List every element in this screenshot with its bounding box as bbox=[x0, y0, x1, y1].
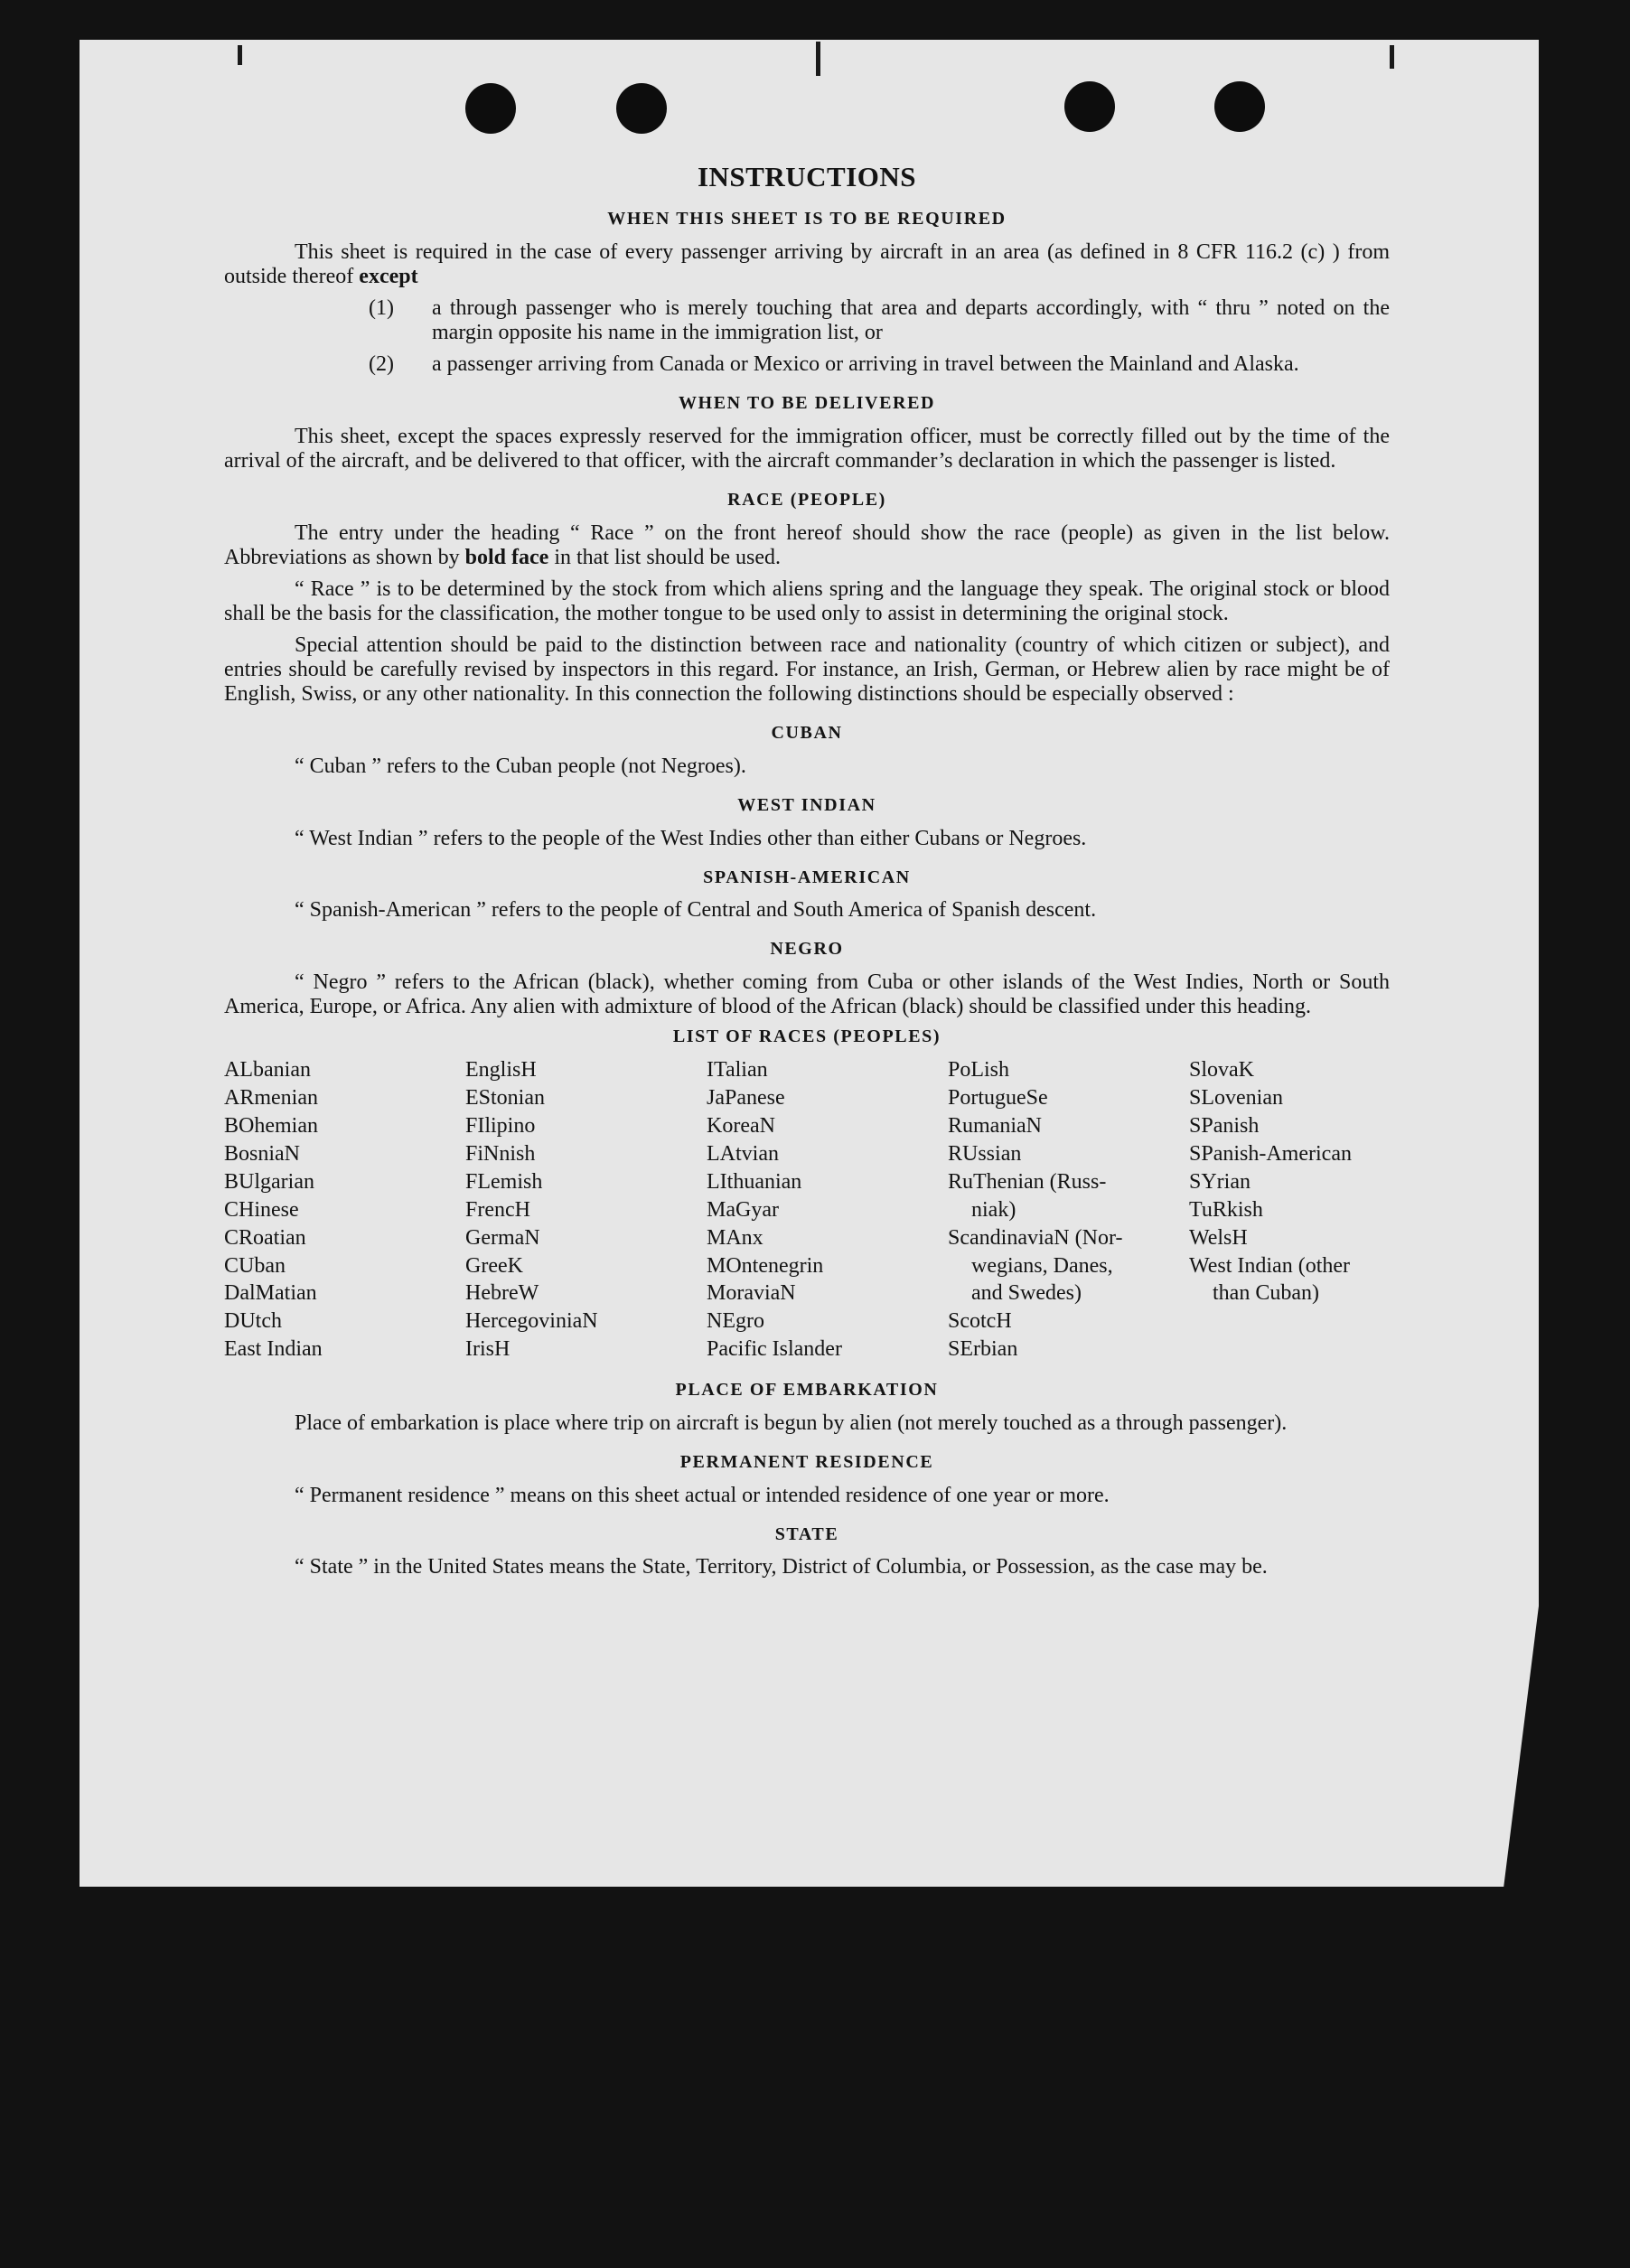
race-entry: RumaniaN bbox=[948, 1113, 1042, 1138]
race-entry: FrencH bbox=[465, 1197, 530, 1222]
paragraph-residence: “ Permanent residence ” means on this sheet actual or intended residence of one year or more. bbox=[295, 1483, 1110, 1507]
exception-item: (2) a passenger arriving from Canada or Mexico or arriving in travel between the Mainland and Alaska. bbox=[369, 352, 1299, 377]
race-entry: SYrian bbox=[1189, 1169, 1251, 1194]
race-entry: MaGyar bbox=[707, 1197, 779, 1222]
race-entry: RUssian bbox=[948, 1141, 1022, 1166]
section-heading-required: WHEN THIS SHEET IS TO BE REQUIRED bbox=[607, 209, 1007, 230]
scan-mark bbox=[238, 45, 242, 65]
scan-mark bbox=[816, 42, 820, 76]
race-entry: CRoatian bbox=[224, 1225, 306, 1250]
section-heading-state: STATE bbox=[774, 1523, 839, 1544]
punch-hole bbox=[1214, 81, 1265, 132]
race-entry: MAnx bbox=[707, 1225, 763, 1250]
race-entry: ARmenian bbox=[224, 1085, 318, 1110]
paragraph-delivered: This sheet, except the spaces expressly reserved for the immigration officer, must be correctly filled out by the time of the arrival of the aircraft, and be delivered to that officer, with the aircraft commander’s declaration in which the passenger is listed. bbox=[224, 424, 1390, 473]
paragraph-spanish-american: “ Spanish-American ” refers to the people of Central and South America of Spanish descent. bbox=[295, 898, 1097, 923]
race-entry: MOntenegrin bbox=[707, 1253, 824, 1278]
punch-hole bbox=[1064, 81, 1115, 132]
race-entry: ScotcH bbox=[948, 1309, 1012, 1334]
race-entry: RuThenian (Russ- bbox=[948, 1169, 1107, 1194]
section-heading-delivered: WHEN TO BE DELIVERED bbox=[678, 393, 936, 414]
race-entry: than Cuban) bbox=[1213, 1281, 1319, 1306]
races-list bbox=[224, 1056, 1390, 1364]
punch-hole bbox=[616, 83, 667, 134]
race-entry: LIthuanian bbox=[707, 1169, 802, 1194]
race-entry: GreeK bbox=[465, 1253, 523, 1278]
race-entry: and Swedes) bbox=[971, 1281, 1082, 1306]
section-heading-list-of-races: LIST OF RACES (PEOPLES) bbox=[672, 1026, 941, 1047]
section-heading-west-indian: WEST INDIAN bbox=[737, 795, 876, 816]
paragraph-negro: “ Negro ” refers to the African (black), whether coming from Cuba or other islands of the West Indies, North or South America, Europe, or Africa. Any alien with admixture of blood of the African (black) should be classified under this heading. bbox=[224, 970, 1390, 1019]
race-entry: niak) bbox=[971, 1197, 1016, 1222]
race-entry: WelsH bbox=[1189, 1225, 1248, 1250]
paragraph-west-indian: “ West Indian ” refers to the people of the West Indies other than either Cubans or Negroes. bbox=[295, 826, 1087, 850]
race-entry: FLemish bbox=[465, 1169, 543, 1194]
race-entry: SLovenian bbox=[1189, 1085, 1283, 1110]
race-entry: EStonian bbox=[465, 1085, 545, 1110]
race-entry: CHinese bbox=[224, 1197, 299, 1222]
race-entry: East Indian bbox=[224, 1337, 323, 1362]
paragraph-cuban: “ Cuban ” refers to the Cuban people (not Negroes). bbox=[295, 754, 746, 778]
race-entry: IrisH bbox=[465, 1337, 511, 1362]
race-entry: SPanish bbox=[1189, 1113, 1260, 1138]
race-entry: SlovaK bbox=[1189, 1057, 1254, 1082]
section-heading-cuban: CUBAN bbox=[771, 723, 843, 744]
race-entry: wegians, Danes, bbox=[971, 1253, 1113, 1278]
race-entry: PortugueSe bbox=[948, 1085, 1048, 1110]
section-heading-embarkation: PLACE OF EMBARKATION bbox=[675, 1380, 939, 1401]
race-entry: SPanish-American bbox=[1189, 1141, 1352, 1166]
race-entry: HercegoviniaN bbox=[465, 1309, 598, 1334]
race-entry: LAtvian bbox=[707, 1141, 779, 1166]
instructions-document bbox=[224, 154, 1390, 1587]
paragraph-race-2: “ Race ” is to be determined by the stock from which aliens spring and the language they speak. The original stock or blood shall be the basis for the classification, the mother tongue to be used only to assist in determining the original stock. bbox=[224, 576, 1390, 625]
race-entry: GermaN bbox=[465, 1225, 540, 1250]
race-entry: JaPanese bbox=[707, 1085, 785, 1110]
race-entry: ITalian bbox=[707, 1057, 768, 1082]
race-entry: CUban bbox=[224, 1253, 286, 1278]
race-entry: BosniaN bbox=[224, 1141, 300, 1166]
race-entry: DalMatian bbox=[224, 1281, 317, 1306]
race-entry: EnglisH bbox=[465, 1057, 537, 1082]
race-entry: Pacific Islander bbox=[707, 1337, 842, 1362]
race-entry: FIlipino bbox=[465, 1113, 536, 1138]
race-entry: KoreaN bbox=[707, 1113, 775, 1138]
paragraph-race-1: The entry under the heading “ Race ” on the front hereof should show the race (people) as given in the list below. Abbreviations as shown by bold face in that list should be used. bbox=[224, 520, 1390, 569]
race-entry: West Indian (other bbox=[1189, 1253, 1351, 1278]
race-entry: ScandinaviaN (Nor- bbox=[948, 1225, 1123, 1250]
race-entry: MoraviaN bbox=[707, 1281, 796, 1306]
section-heading-race: RACE (PEOPLE) bbox=[727, 489, 886, 510]
race-entry: TuRkish bbox=[1189, 1197, 1263, 1222]
scan-mark bbox=[1390, 45, 1394, 69]
page-title: INSTRUCTIONS bbox=[697, 161, 916, 192]
race-entry: SErbian bbox=[948, 1337, 1018, 1362]
race-entry: FiNnish bbox=[465, 1141, 536, 1166]
section-heading-spanish-american: SPANISH-AMERICAN bbox=[703, 867, 911, 887]
section-heading-negro: NEGRO bbox=[770, 939, 844, 960]
paragraph-required-intro: This sheet is required in the case of every passenger arriving by aircraft in an area (as defined in 8 CFR 116.2 (c) ) from outside thereof except bbox=[224, 239, 1390, 288]
race-entry: ALbanian bbox=[224, 1057, 311, 1082]
race-entry: NEgro bbox=[707, 1309, 764, 1334]
punch-hole bbox=[465, 83, 516, 134]
race-entry bbox=[1189, 1307, 1397, 1335]
race-entry: BOhemian bbox=[224, 1113, 318, 1138]
race-entry bbox=[1189, 1335, 1397, 1364]
paragraph-race-3: Special attention should be paid to the distinction between race and nationality (country of which citizen or subject), and entries should be carefully revised by inspectors in this regard. For instance, an Irish, German, or Hebrew alien by race might be of English, Swiss, or any other nationality. In this connection the following distinctions should be especially observed : bbox=[224, 633, 1390, 707]
race-entry: DUtch bbox=[224, 1309, 282, 1334]
paragraph-state: “ State ” in the United States means the State, Territory, District of Columbia, or Possession, as the case may be. bbox=[295, 1555, 1268, 1579]
race-entry: PoLish bbox=[948, 1057, 1010, 1082]
race-entry: HebreW bbox=[465, 1281, 539, 1306]
exception-item: (1) a through passenger who is merely touching that area and departs accordingly, with “ thru ” noted on the margin opposite his name in the immigration list, or bbox=[369, 295, 1390, 344]
race-entry: BUlgarian bbox=[224, 1169, 314, 1194]
section-heading-residence: PERMANENT RESIDENCE bbox=[679, 1452, 934, 1473]
paragraph-embarkation: Place of embarkation is place where trip on aircraft is begun by alien (not merely touched as a through passenger). bbox=[295, 1410, 1288, 1435]
